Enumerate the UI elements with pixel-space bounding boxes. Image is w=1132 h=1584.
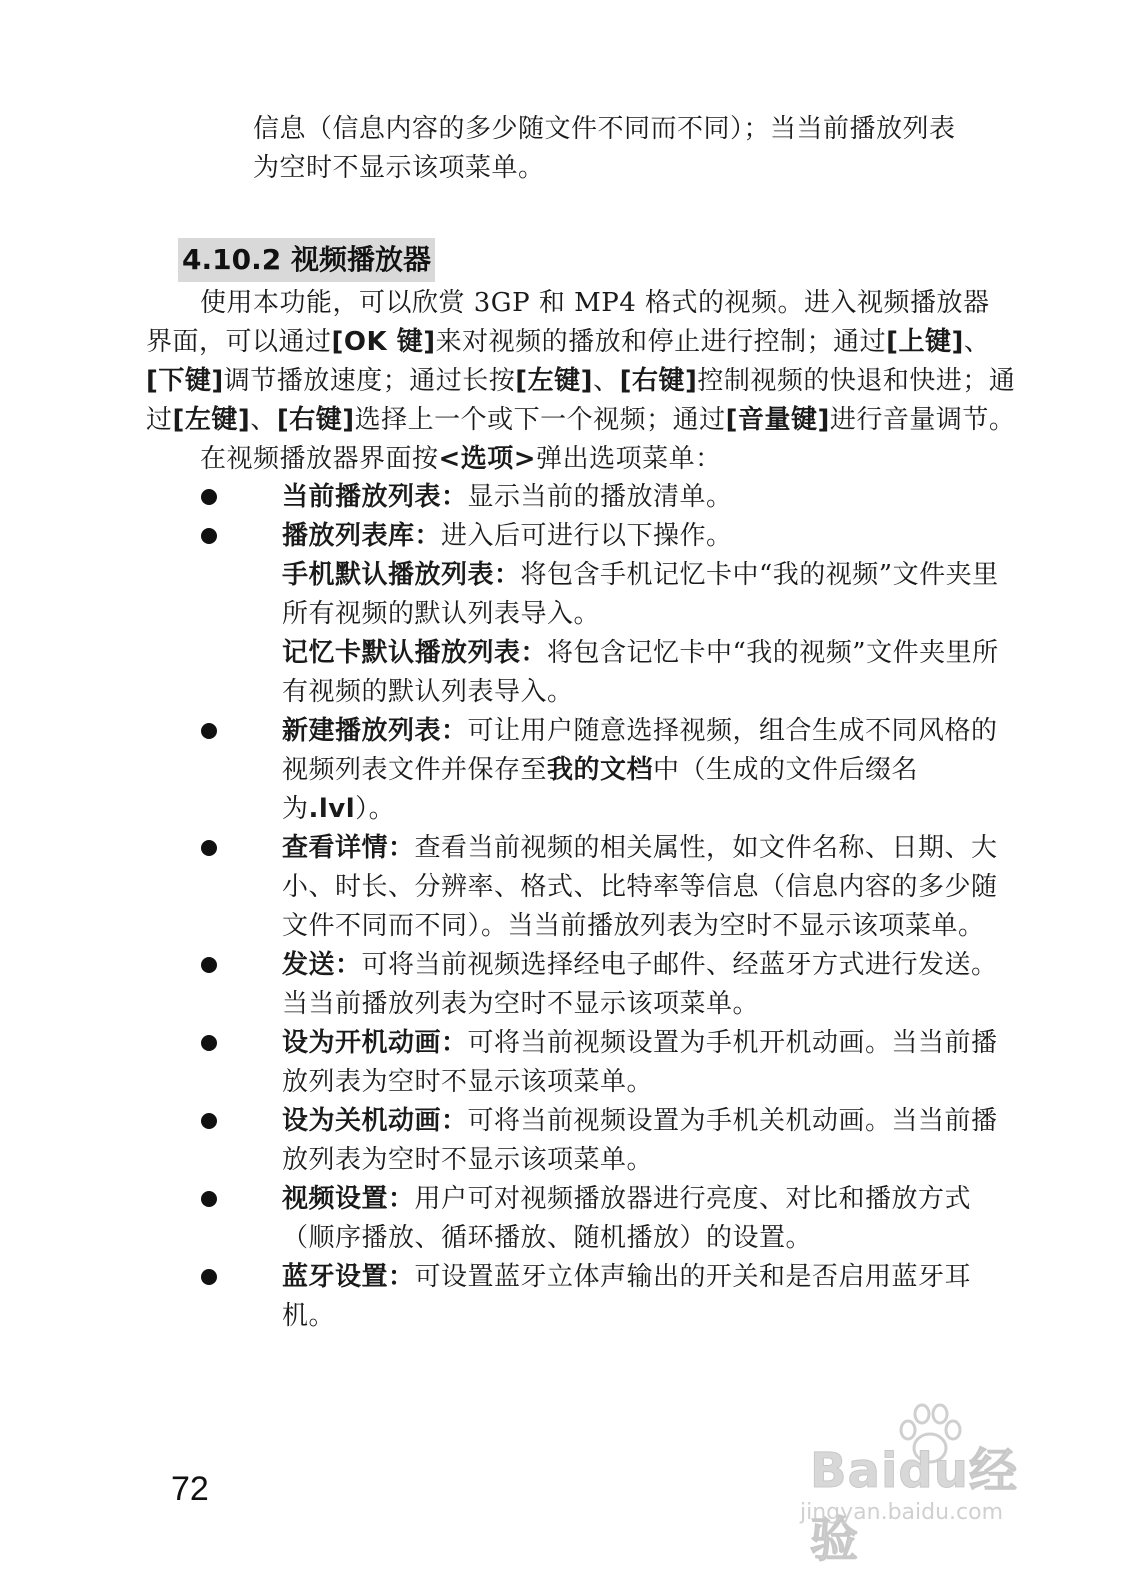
continuation-line: 为空时不显示该项菜单。 [253, 153, 545, 183]
list-item [150, 1258, 1020, 1336]
sub-item [282, 556, 1020, 634]
item-term: 新建播放列表： [282, 716, 468, 746]
key-label: [右键] [619, 366, 698, 396]
watermark-url: jingyan.baidu.com [800, 1500, 1004, 1525]
item-desc: 显示当前的播放清单。 [467, 482, 733, 512]
key-label: [左键] [515, 366, 594, 396]
intro-paragraph: 在视频播放器界面按<选项>弹出选项菜单： [200, 444, 722, 474]
section-heading: 4.10.2 视频播放器 [178, 238, 435, 282]
sub-item-term: 记忆卡默认播放列表： [282, 638, 548, 668]
key-label: [上键] [886, 327, 964, 357]
list-item [150, 517, 1020, 712]
item-desc: 可将当前视频设置为手机关机动画。当当前播放列表为空时不显示该项菜单。 [282, 1106, 998, 1175]
folder-name: 我的文档 [547, 755, 654, 785]
sub-item-desc: 将包含记忆卡中“我的视频”文件夹里所有视频的默认列表导入。 [282, 638, 999, 707]
item-desc: 查看当前视频的相关属性，如文件名称、日期、大小、时长、分辨率、格式、比特率等信息（信息内容的多少随文件不同而不同）。当当前播放列表为空时不显示该项菜单。 [282, 833, 998, 941]
bullet-icon [201, 489, 217, 505]
page-number: 72 [171, 1470, 209, 1508]
key-label: [左键] [172, 405, 251, 435]
item-term: 视频设置： [282, 1184, 415, 1214]
bullet-icon [201, 1113, 217, 1129]
list-item [150, 1024, 1020, 1102]
item-desc: 可将当前视频选择经电子邮件、经蓝牙方式进行发送。当当前播放列表为空时不显示该项菜单。 [282, 950, 998, 1019]
file-extension: .lvl [308, 794, 356, 824]
sub-item-desc: 将包含手机记忆卡中“我的视频”文件夹里所有视频的默认列表导入。 [282, 560, 999, 629]
key-label: [右键] [276, 405, 355, 435]
intro-paragraph: 使用本功能，可以欣赏 3GP 和 MP4 格式的视频。进入视频播放器界面，可以通过[OK 键]来对视频的播放和停止进行控制；通过[上键]、[下键]调节播放速度；通过长按[左键]、[右键]控制视频的快退和快进；通过[左键]、[右键]选择上一个或下一个视频；通过[音量键]进行音量调节。 [146, 288, 1016, 435]
bullet-icon [201, 1269, 217, 1285]
watermark-brand: Baidu经验 [810, 1443, 1018, 1568]
key-label: [OK 键] [331, 327, 436, 357]
sub-item-term: 手机默认播放列表： [282, 560, 521, 590]
item-term: 设为关机动画： [282, 1106, 468, 1136]
list-item [150, 1102, 1020, 1180]
bullet-icon [201, 1035, 217, 1051]
options-menu-list [150, 478, 1020, 1336]
continuation-text [253, 110, 1023, 188]
bullet-icon [201, 528, 217, 544]
list-item [150, 946, 1020, 1024]
bullet-icon [201, 957, 217, 973]
continuation-line: 信息（信息内容的多少随文件不同而不同）；当当前播放列表 [253, 114, 956, 144]
key-label: <选项> [438, 444, 537, 474]
item-desc: 可设置蓝牙立体声输出的开关和是否启用蓝牙耳机。 [282, 1262, 972, 1331]
item-term: 当前播放列表： [282, 482, 468, 512]
key-label: [下键] [146, 366, 224, 396]
sub-item [282, 634, 1020, 712]
bullet-icon [201, 840, 217, 856]
item-term: 播放列表库： [282, 521, 442, 551]
item-desc: 用户可对视频播放器进行亮度、对比和播放方式（顺序播放、循环播放、随机播放）的设置。 [282, 1184, 972, 1253]
list-item [150, 1180, 1020, 1258]
key-label: [音量键] [725, 405, 830, 435]
item-term: 设为开机动画： [282, 1028, 468, 1058]
intro-text [146, 284, 1016, 479]
item-desc: 可将当前视频设置为手机开机动画。当当前播放列表为空时不显示该项菜单。 [282, 1028, 998, 1097]
baidu-watermark [790, 1400, 1060, 1568]
item-term: 查看详情： [282, 833, 415, 863]
item-desc: 进入后可进行以下操作。 [441, 521, 733, 551]
item-term: 发送： [282, 950, 362, 980]
list-item: 新建播放列表：可让用户随意选择视频，组合生成不同风格的视频列表文件并保存至我的文档中（生成的文件后缀名为.lvl）。 [150, 712, 1020, 829]
bullet-icon [201, 1191, 217, 1207]
list-item [150, 478, 1020, 517]
item-term: 蓝牙设置： [282, 1262, 415, 1292]
list-item [150, 829, 1020, 946]
bullet-icon [201, 723, 217, 739]
